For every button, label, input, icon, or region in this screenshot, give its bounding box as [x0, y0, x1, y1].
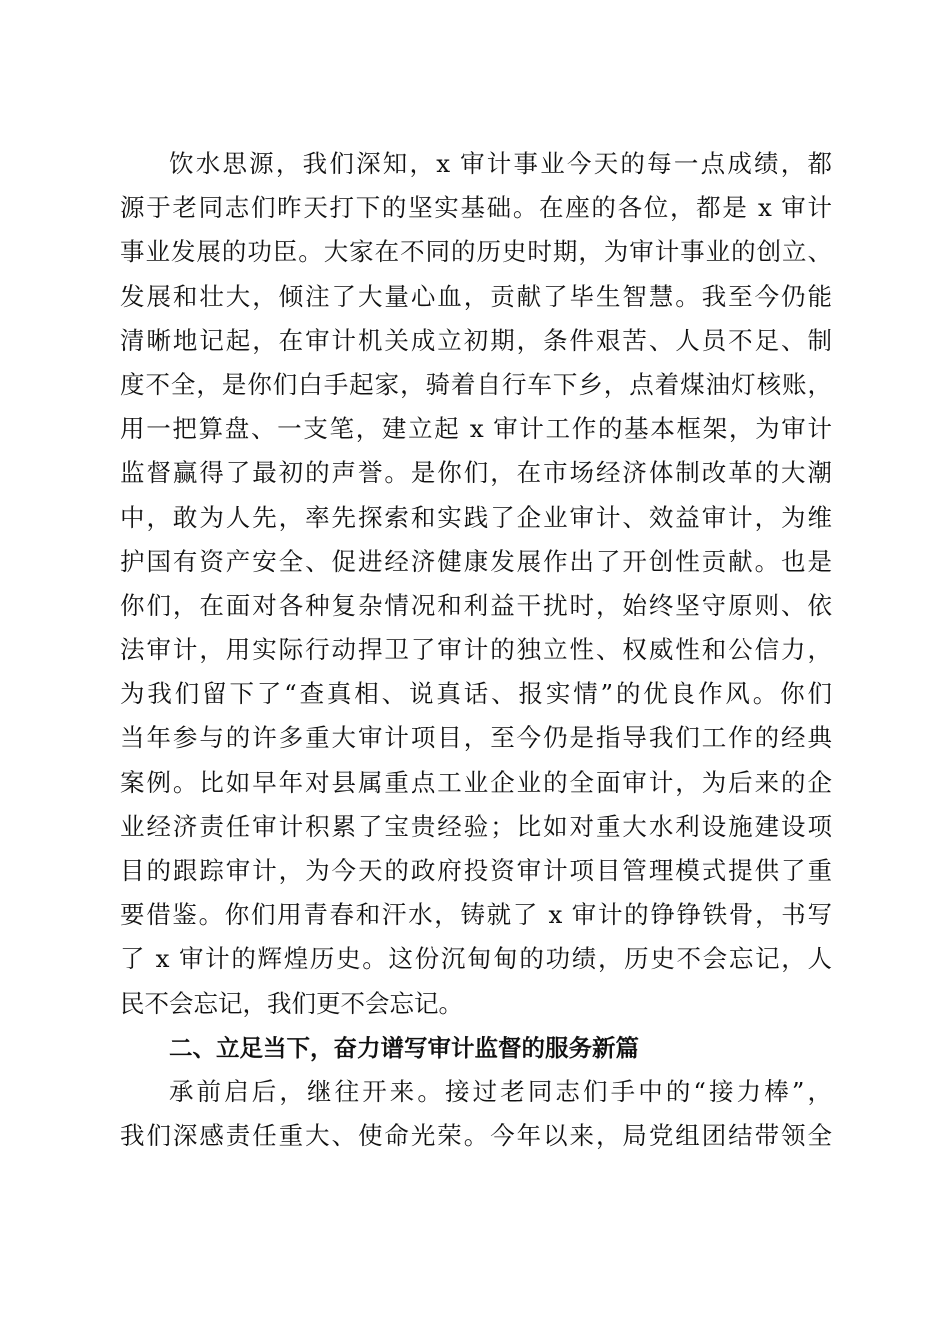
- paragraph-1-line: 民不会忘记，我们更不会忘记。: [120, 988, 463, 1018]
- paragraph-1-line: 源于老同志们昨天打下的坚实基础。在座的各位，都是 x 审计: [120, 193, 832, 223]
- paragraph-1-line: 护国有资产安全、促进经济健康发展作出了开创性贡献。也是: [120, 546, 832, 576]
- paragraph-1-line: 中，敢为人先，率先探索和实践了企业审计、效益审计，为维: [120, 502, 832, 532]
- paragraph-1-line: 案例。比如早年对县属重点工业企业的全面审计，为后来的企: [120, 767, 832, 797]
- paragraph-2-line: 承前启后，继往开来。接过老同志们手中的“接力棒”，: [169, 1076, 832, 1106]
- paragraph-1-line: 饮水思源，我们深知，x 审计事业今天的每一点成绩，都: [169, 149, 832, 178]
- paragraph-1-line: 要借鉴。你们用青春和汗水，铸就了 x 审计的铮铮铁骨，书写: [120, 900, 832, 930]
- paragraph-1-line: 当年参与的许多重大审计项目，至今仍是指导我们工作的经典: [120, 723, 832, 753]
- paragraph-1-line: 目的跟踪审计，为今天的政府投资审计项目管理模式提供了重: [120, 856, 832, 885]
- paragraph-1-line: 度不全，是你们白手起家，骑着自行车下乡，点着煤油灯核账，: [120, 369, 832, 399]
- section-heading: 二、立足当下，奋力谱写审计监督的服务新篇: [169, 1033, 639, 1062]
- document-body: [120, 142, 832, 1158]
- paragraph-1-line: 事业发展的功臣。大家在不同的历史时期，为审计事业的创立、: [120, 237, 832, 267]
- paragraph-1-line: 用一把算盘、一支笔，建立起 x 审计工作的基本框架，为审计: [120, 414, 832, 444]
- paragraph-1-line: 清晰地记起，在审计机关成立初期，条件艰苦、人员不足、制: [120, 325, 832, 355]
- paragraph-1-line: 监督赢得了最初的声誉。是你们，在市场经济体制改革的大潮: [120, 458, 832, 488]
- paragraph-1-line: 发展和壮大，倾注了大量心血，贡献了毕生智慧。我至今仍能: [120, 281, 832, 311]
- paragraph-1-line: 法审计，用实际行动捍卫了审计的独立性、权威性和公信力，: [120, 635, 832, 665]
- paragraph-1-line: 你们，在面对各种复杂情况和利益干扰时，始终坚守原则、依: [120, 590, 832, 620]
- paragraph-2: [120, 1070, 832, 1158]
- paragraph-1-line: 为我们留下了“查真相、说真话、报实情”的优良作风。你们: [120, 679, 832, 709]
- paragraph-1-line: 业经济责任审计积累了宝贵经验；比如对重大水利设施建设项: [120, 811, 832, 841]
- paragraph-2-line: 我们深感责任重大、使命光荣。今年以来，局党组团结带领全: [120, 1121, 832, 1151]
- paragraph-1: [120, 142, 832, 1026]
- paragraph-1-line: 了 x 审计的辉煌历史。这份沉甸甸的功绩，历史不会忘记，人: [120, 944, 832, 974]
